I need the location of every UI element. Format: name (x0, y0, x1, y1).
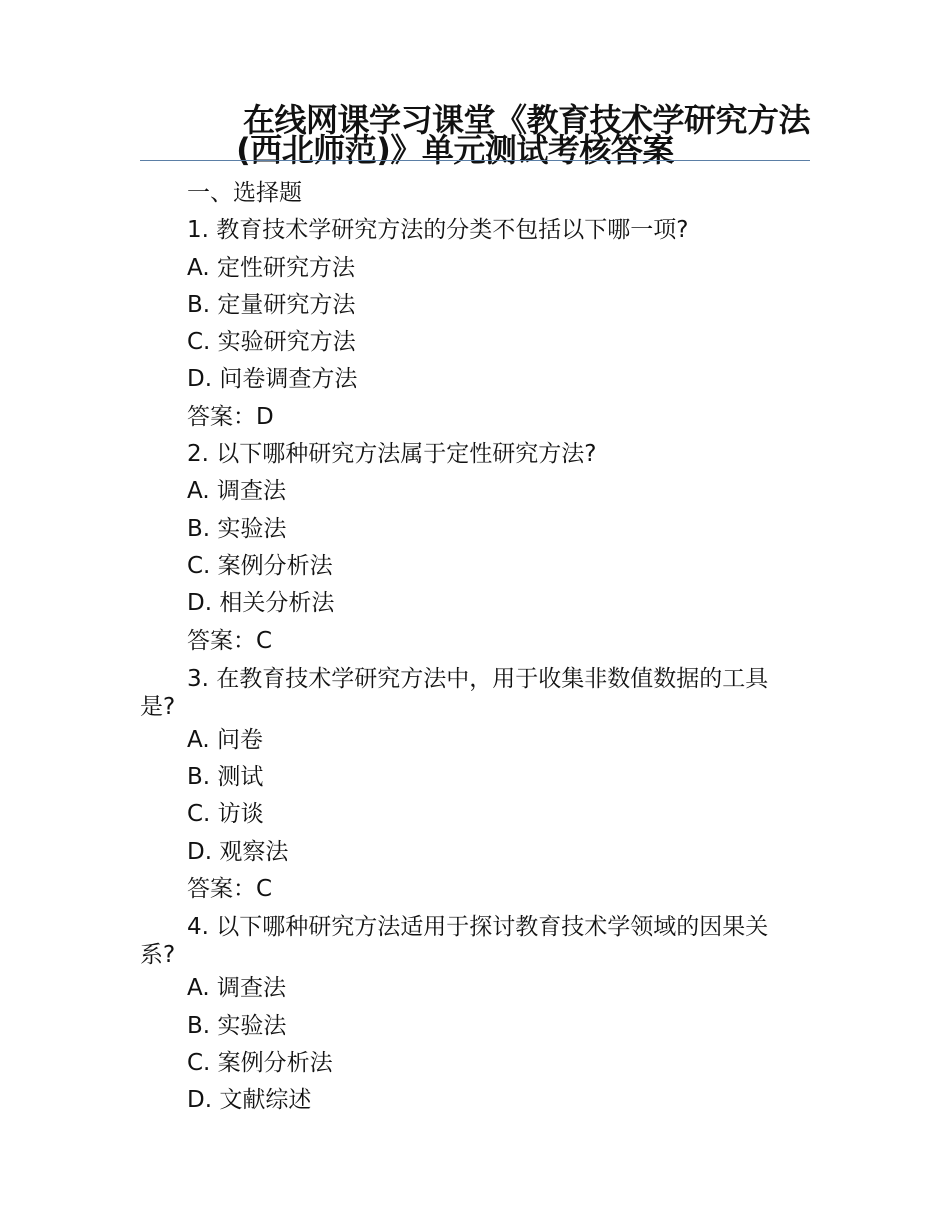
question-stem: 1. 教育技术学研究方法的分类不包括以下哪一项? (187, 217, 689, 244)
option-d: D. 相关分析法 (187, 590, 335, 617)
option-a: A. 问卷 (187, 726, 263, 753)
answer-line: 答案：C (187, 627, 273, 654)
title-line-2: (西北师范)》单元测试考核答案 (236, 131, 674, 169)
document-title (140, 101, 810, 169)
option-b: B. 实验法 (187, 515, 287, 542)
answer-line: 答案：D (187, 403, 274, 430)
option-a: A. 调查法 (187, 478, 286, 505)
question-stem-line-1: 3. 在教育技术学研究方法中，用于收集非数值数据的工具 (187, 665, 769, 692)
option-c: C. 实验研究方法 (187, 329, 356, 356)
question-1 (140, 212, 810, 436)
option-b: B. 实验法 (187, 1012, 287, 1039)
option-d: D. 观察法 (187, 838, 289, 865)
question-stem-line-2: 系? (140, 942, 176, 969)
question-2 (140, 436, 810, 660)
document-body (140, 175, 810, 1120)
section-heading: 一、选择题 (187, 180, 302, 206)
question-stem-line-2: 是? (140, 693, 176, 720)
option-a: A. 调查法 (187, 975, 286, 1002)
option-c: C. 访谈 (187, 801, 264, 828)
option-b: B. 测试 (187, 764, 264, 791)
option-c: C. 案例分析法 (187, 552, 333, 579)
question-3 (140, 660, 810, 908)
option-d: D. 文献综述 (187, 1087, 312, 1114)
option-d: D. 问卷调查方法 (187, 366, 358, 393)
question-stem-line-1: 4. 以下哪种研究方法适用于探讨教育技术学领域的因果关 (187, 914, 769, 941)
question-stem (140, 908, 810, 970)
question-stem: 2. 以下哪种研究方法属于定性研究方法? (187, 441, 597, 468)
question-4 (140, 908, 810, 1119)
option-a: A. 定性研究方法 (187, 254, 355, 281)
option-b: B. 定量研究方法 (187, 291, 356, 318)
answer-line: 答案：C (187, 876, 273, 903)
title-divider (140, 160, 810, 161)
question-stem (140, 660, 810, 722)
title-line-1: 在线网课学习课堂《教育技术学研究方法 (242, 101, 810, 139)
option-c: C. 案例分析法 (187, 1049, 333, 1076)
